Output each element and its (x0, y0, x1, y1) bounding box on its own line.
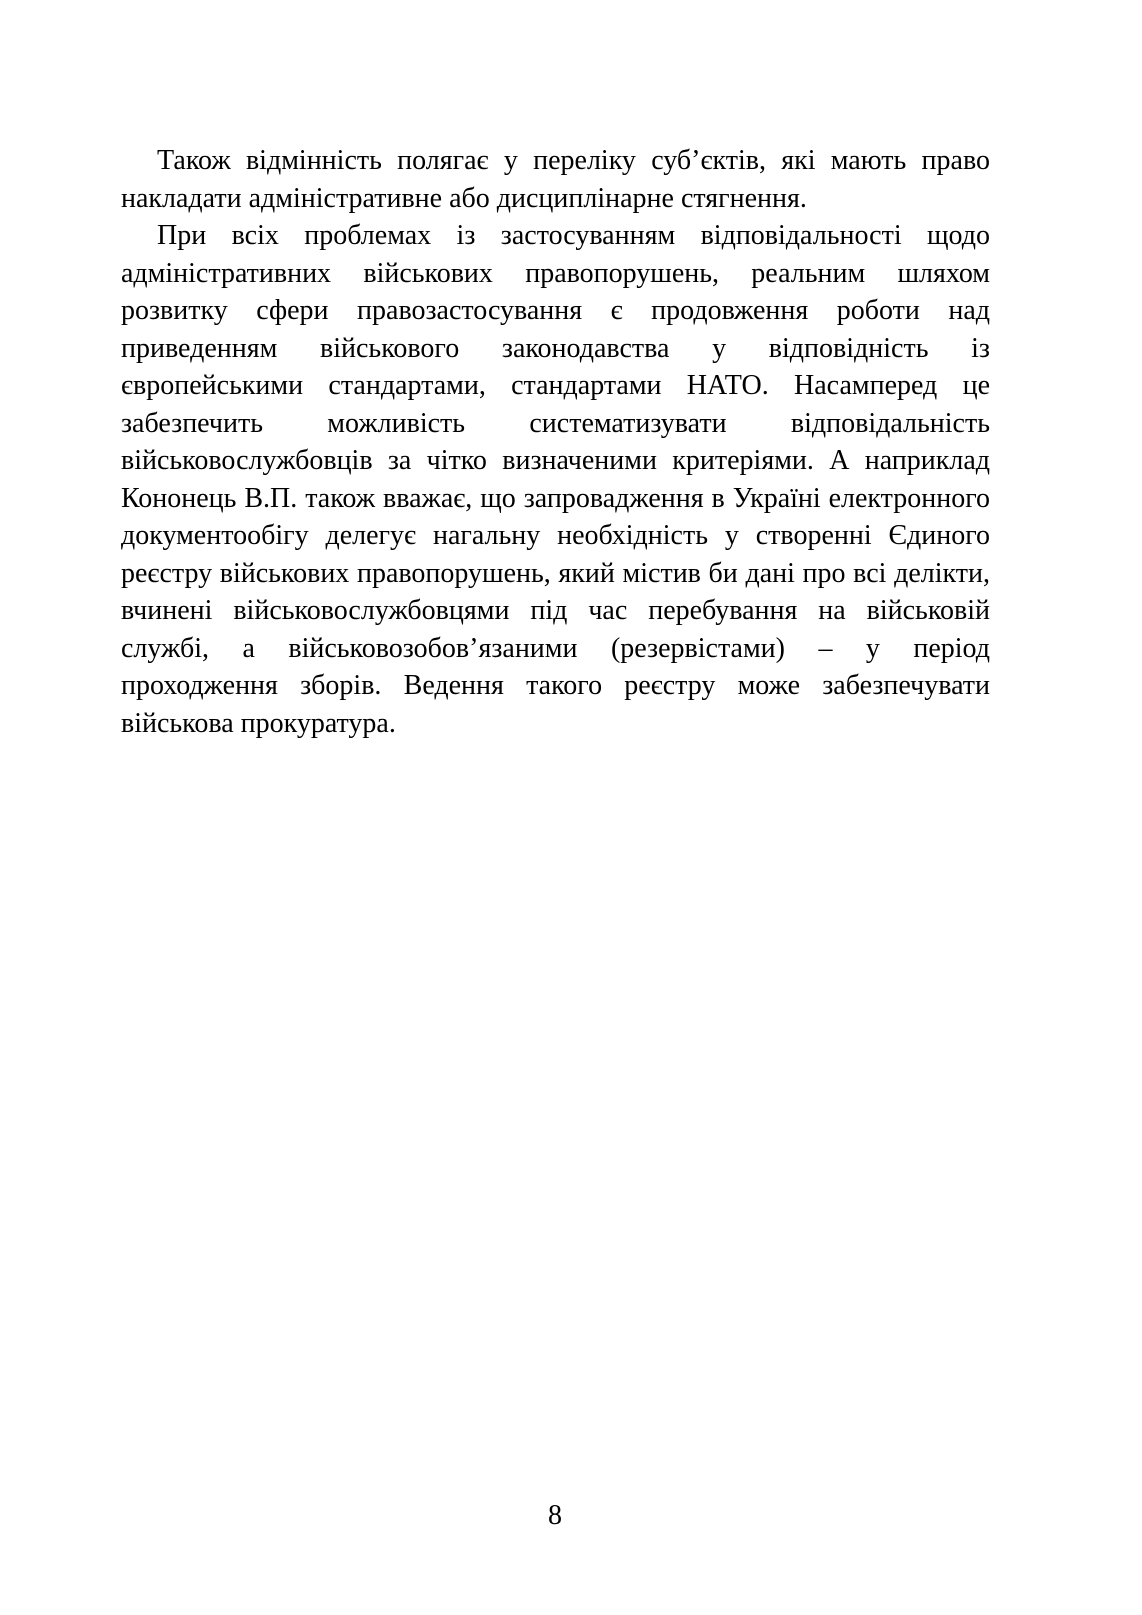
page-number: 8 (548, 1500, 562, 1531)
paragraph-1: Також відмінність полягає у переліку суб’єктів, які мають право накладати адміністративне або дисциплінарне стягнення. (121, 145, 990, 214)
paragraph-2: При всіх проблемах із застосуванням відповідальності щодо адміністративних військових правопорушень, реальним шляхом розвитку сфери правозастосування є продовження роботи над приведенням військового законодавства у відповідність із європейськими стандартами, стандартами НАТО. Насамперед це забезпечить можливість систематизувати відповідальність військовослужбовців за чітко визначеними критеріями. А наприклад Кононець В.П. також вважає, що запровадження в Україні електронного документообігу делегує нагальну необхідність у створенні Єдиного реєстру військових правопорушень, який містив би дані про всі делікти, вчинені військовослужбовцями під час перебування на військовій службі, а військовозобов’язаними (резервістами) – у період проходження зборів. Ведення такого реєстру може забезпечувати військова прокуратура. (121, 220, 990, 739)
body-text (121, 142, 990, 742)
